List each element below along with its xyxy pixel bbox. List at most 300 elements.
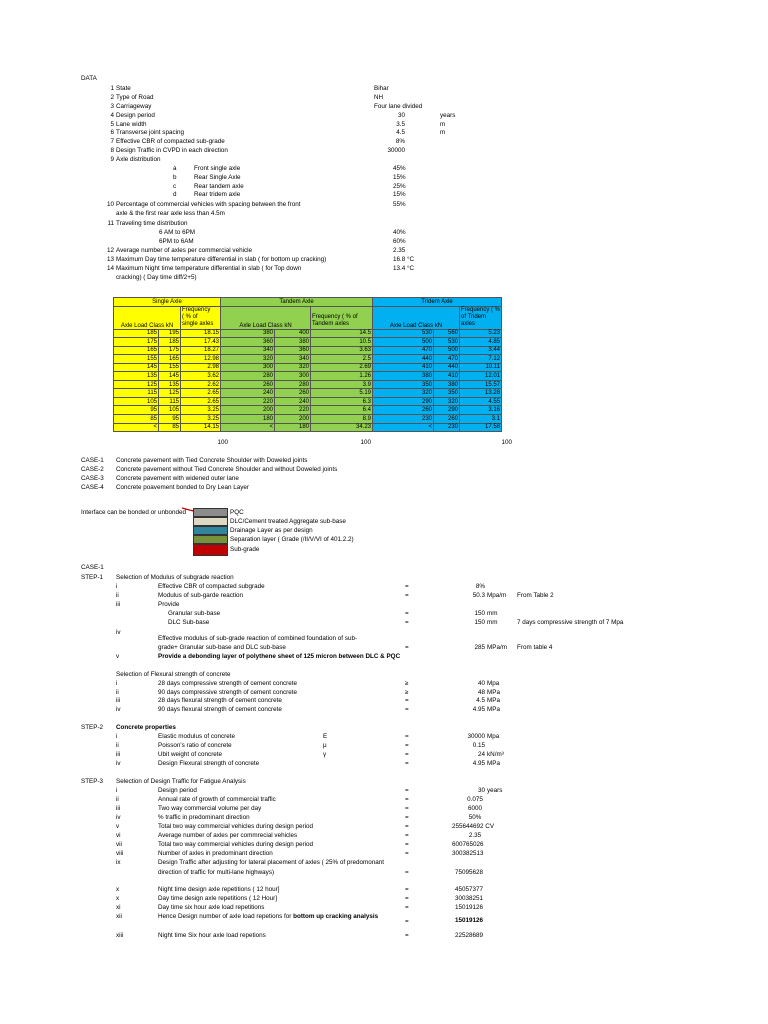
table-cell: 300 (275, 372, 311, 381)
axle-label: Front single axle (194, 165, 241, 172)
item-value: Bihar (374, 85, 389, 92)
item-value: 8% (395, 138, 405, 145)
item-number: 3 (110, 103, 114, 110)
item-label: Maximum Night time temperature differential in slab ( for Top down (116, 265, 302, 272)
table-cell: 195 (159, 329, 181, 338)
table-cell: 155 (114, 355, 159, 364)
design-repetitions-value: 15019126 (455, 917, 484, 924)
roman-index: iv (116, 706, 121, 713)
calc-value: 255644692 CV (452, 823, 495, 830)
layer-swatch-drainage (193, 526, 228, 535)
table-cell: 280 (221, 372, 275, 381)
axle-value: 25% (393, 183, 406, 190)
eq-sign: = (405, 932, 409, 939)
table-cell: 3.25 (181, 406, 221, 415)
roman-index: iv (116, 760, 121, 767)
tandem-total: 100 (360, 439, 371, 446)
item-value: 30000 (387, 147, 405, 154)
table-cell: 165 (159, 355, 181, 364)
calc-label: Effective CBR of compacted subgrade (158, 583, 265, 590)
calc-value: 300382513 (452, 850, 484, 857)
calc-note: 7 days compressive strength of 7 Mpa (517, 619, 624, 626)
table-cell: 125 (159, 389, 181, 398)
tridem-class-header: Axle Load Class kN (373, 306, 460, 329)
layer-swatch-separation (193, 535, 228, 544)
roman-index: vii (116, 841, 122, 848)
eq-sign: = (405, 583, 409, 590)
calc-label: DLC Sub-base (168, 619, 210, 626)
case-text: Concrete pavement with Tied Concrete Shoulder with Doweled joints (116, 457, 308, 464)
calc-note: From table 4 (517, 644, 553, 651)
calc-label: 90 days flexural strength of cement concrete (158, 706, 282, 713)
axle-label: Rear Single Axle (194, 174, 241, 181)
item-label-cont: cracking) ( Day time diff/2+5) (116, 274, 197, 281)
table-cell: 560 (434, 329, 460, 338)
calc-value: 0.15 (472, 742, 485, 749)
item-label: Transverse joint spacing (116, 129, 185, 136)
calc-value: 4.95 (472, 760, 485, 767)
symbol: μ (323, 742, 327, 749)
table-cell: 470 (434, 355, 460, 364)
table-cell: 400 (275, 329, 311, 338)
case-label: CASE-1 (81, 457, 104, 464)
table-cell: 2.5 (311, 355, 373, 364)
layer-label: DLC/Cement treated Aggregate sub-base (230, 518, 346, 525)
step-title: Selection of Design Traffic for Fatigue Analysis (116, 778, 246, 785)
calc-label: Poisson's ratio of concrete (158, 742, 232, 749)
table-cell: 115 (159, 397, 181, 406)
calc-value: 150 (474, 610, 485, 617)
roman-index: i (116, 583, 118, 590)
table-row (114, 397, 502, 406)
item-unit: m (440, 129, 446, 136)
table-cell: 1.26 (311, 372, 373, 381)
axle-label: Rear tandem axle (194, 183, 244, 190)
item-number: 11 (107, 220, 114, 227)
roman-index: iv (116, 629, 121, 636)
step-title: Selection of Modulus of subgrade reaction (116, 574, 234, 581)
roman-index: i (116, 733, 118, 740)
table-cell: 18.15 (181, 329, 221, 338)
item-value: 16.8 °C (393, 256, 415, 263)
step-title: Concrete properties (116, 724, 176, 731)
table-cell: 5.23 (460, 329, 502, 338)
roman-index: xi (116, 904, 121, 911)
table-cell: 220 (221, 397, 275, 406)
calc-value: 30038251 (455, 895, 484, 902)
calc-label: 28 days flexural strength of cement concrete (158, 697, 282, 704)
table-cell: 200 (275, 414, 311, 423)
item-label: Lane width (116, 121, 147, 128)
item-label: Maximum Day time temperature differential in slab ( for bottom up cracking) (116, 256, 327, 263)
axle-letter: a (173, 165, 177, 172)
calc-label: % traffic in predominant direction (158, 814, 250, 821)
item-value: 30 (397, 112, 405, 119)
table-cell: 8.9 (311, 414, 373, 423)
calc-unit: MPa (487, 697, 500, 704)
item-value: 55% (393, 201, 406, 208)
item-label: Percentage of commercial vehicles with spacing between the front (116, 201, 301, 208)
calc-value: 2.35 (468, 832, 482, 839)
calc-label: Average number of axles per commrecial vehicles (158, 832, 298, 839)
tandem-freq-header: Frequency ( % of Tandem axles (311, 306, 373, 329)
roman-index: v (116, 653, 120, 660)
roman-index: x (116, 895, 120, 902)
item-number: 12 (106, 247, 114, 254)
eq-sign: = (405, 886, 409, 893)
calc-value: 15019126 (455, 904, 484, 911)
eq-sign: = (405, 787, 409, 794)
table-cell: 380 (434, 380, 460, 389)
table-row (114, 389, 502, 398)
calc-label: 90 days compressive strength of cement concrete (158, 689, 297, 696)
roman-index: ii (116, 689, 119, 696)
table-cell: 175 (159, 346, 181, 355)
eq-sign: = (405, 610, 409, 617)
travel-time-value: 40% (393, 229, 406, 236)
axle-label: Rear tridem axle (194, 191, 241, 198)
table-cell: 135 (159, 380, 181, 389)
case-text: Concrete pavement with widened outer lane (116, 475, 239, 482)
calc-unit: Mpa (487, 680, 500, 687)
roman-index: viii (116, 850, 124, 857)
layer-swatch-subgrade (193, 544, 228, 556)
table-cell: 95 (159, 414, 181, 423)
case-text: Concrete poavement bonded to Dry Lean Layer (116, 484, 250, 491)
calc-label: Hence Design number of axle load repetions for bottom up cracking analysis (158, 913, 379, 920)
calc-value: 6000 (467, 805, 482, 812)
table-cell: 3.62 (181, 372, 221, 381)
roman-index: vi (116, 832, 121, 839)
table-cell: 230 (434, 423, 460, 432)
calc-value: 22528689 (455, 932, 484, 939)
table-cell: 290 (434, 406, 460, 415)
roman-index: iii (116, 751, 121, 758)
symbol: γ (323, 751, 327, 758)
calc-value: 75095628 (455, 869, 484, 876)
table-row (114, 338, 502, 347)
table-cell: 240 (275, 397, 311, 406)
calc-value: 4.5 (476, 697, 485, 704)
calc-unit: MPa (487, 706, 500, 713)
table-cell: 380 (373, 372, 434, 381)
table-cell: 12.01 (460, 372, 502, 381)
table-cell: < (221, 423, 275, 432)
item-label: Average number of axles per commercial vehicle (116, 247, 253, 254)
table-cell: 320 (434, 397, 460, 406)
item-label: State (116, 85, 131, 92)
item-label: Axle distribution (116, 156, 161, 163)
item-number: 9 (110, 156, 114, 163)
table-cell: 180 (275, 423, 311, 432)
eq-sign: = (405, 918, 409, 925)
table-row (114, 346, 502, 355)
table-cell: 105 (159, 406, 181, 415)
debonding-note: Provide a debonding layer of polythene sheet of 125 micron between DLC & PQC (158, 653, 401, 660)
calc-value: 8% (475, 583, 485, 590)
step-label: STEP-1 (81, 574, 104, 581)
calc-label: Design Traffic after adjusting for lateral placement of axles ( 25% of predomonant (158, 859, 384, 866)
table-cell: 85 (159, 423, 181, 432)
table-cell: 260 (221, 380, 275, 389)
travel-time-label: 6 AM to 6PM (159, 229, 196, 236)
table-cell: 320 (275, 363, 311, 372)
step-label: STEP-3 (81, 778, 104, 785)
table-row (114, 423, 502, 432)
calc-unit: MPa/m (487, 644, 507, 651)
calc-value: 285 (474, 644, 485, 651)
item-label: Traveling time distribution (116, 220, 188, 227)
eq-sign: ≥ (405, 689, 409, 696)
table-cell: 2.69 (311, 363, 373, 372)
calc-label-cont: grade+ Granular sub-base and DLC sub-base (158, 644, 286, 651)
case1-label: CASE-1 (81, 564, 104, 571)
table-group-header-row (114, 298, 502, 307)
tridem-freq-header: Frequency ( % of Tridem axles (461, 306, 501, 328)
table-cell: < (114, 423, 159, 432)
table-cell: 3.16 (460, 406, 502, 415)
table-cell: 500 (434, 346, 460, 355)
calc-label: Modulus of sub-garde reaction (158, 592, 244, 599)
case-label: CASE-4 (81, 484, 104, 491)
table-row (114, 406, 502, 415)
eq-sign: = (405, 619, 409, 626)
table-cell: 290 (373, 397, 434, 406)
case-label: CASE-2 (81, 466, 104, 473)
section-title: Selection of Flexural strength of concrete (116, 671, 231, 678)
calc-note: From Table 2 (517, 592, 554, 599)
calc-label: Design period (158, 787, 197, 794)
layer-swatch-dlc (193, 517, 228, 526)
table-cell: 180 (221, 414, 275, 423)
roman-index: iii (116, 601, 121, 608)
table-cell: 34.23 (311, 423, 373, 432)
table-cell: 350 (373, 380, 434, 389)
axle-load-table (113, 297, 502, 432)
table-cell: 4.55 (460, 397, 502, 406)
eq-sign: = (405, 832, 409, 839)
calc-label: Elastic modulus of concrete (158, 733, 235, 740)
table-cell: 340 (275, 355, 311, 364)
single-freq-header: Frequency ( % of single axles (181, 306, 221, 329)
eq-sign: = (405, 644, 409, 651)
table-cell: 10.5 (311, 338, 373, 347)
table-cell: 300 (221, 363, 275, 372)
calc-unit: Mpa (487, 733, 500, 740)
table-cell: 14.5 (311, 329, 373, 338)
table-cell: 350 (434, 389, 460, 398)
table-cell: < (373, 423, 434, 432)
table-cell: 6.4 (311, 406, 373, 415)
calc-value: 45057377 (455, 886, 484, 893)
table-cell: 410 (373, 363, 434, 372)
calc-value: 48 (477, 689, 485, 696)
item-label: Design period (116, 112, 155, 119)
roman-index: i (116, 680, 118, 687)
table-cell: 340 (221, 346, 275, 355)
calc-value: 30000 (467, 733, 485, 740)
item-number: 1 (110, 85, 114, 92)
item-label: Carriageway (116, 103, 152, 110)
table-cell: 240 (221, 389, 275, 398)
eq-sign: = (405, 850, 409, 857)
roman-index: iii (116, 805, 121, 812)
table-cell: 380 (275, 338, 311, 347)
table-cell: 155 (159, 363, 181, 372)
roman-index: ii (116, 592, 119, 599)
table-cell: 185 (114, 329, 159, 338)
calc-label: Granular sub-base (168, 610, 221, 617)
item-number: 13 (106, 256, 114, 263)
table-cell: 3.9 (311, 380, 373, 389)
roman-index: xiii (116, 932, 124, 939)
case-text: Concrete pavement without Tied Concrete Shoulder and without Doweled joints (116, 466, 338, 473)
axle-value: 15% (393, 191, 406, 198)
eq-sign: = (405, 814, 409, 821)
layer-label: PQC (230, 509, 244, 516)
table-cell: 530 (373, 329, 434, 338)
table-cell: 145 (159, 372, 181, 381)
table-cell: 2.65 (181, 389, 221, 398)
table-cell: 260 (434, 414, 460, 423)
table-cell: 230 (373, 414, 434, 423)
calc-unit: kN/m³ (487, 751, 504, 758)
calc-label: 28 days compressive strength of cement concrete (158, 680, 297, 687)
item-label: Design Traffic in CVPD in each direction (116, 147, 228, 154)
layer-label: Drainage Layer as per design (230, 527, 313, 534)
item-value: Four lane divided (374, 103, 423, 110)
roman-index: ii (116, 742, 119, 749)
table-cell: 220 (275, 406, 311, 415)
calc-value: 600765026 (452, 841, 484, 848)
calc-label: Day time six hour axle load repetitions (158, 904, 265, 911)
eq-sign: = (405, 895, 409, 902)
calc-label: Total two way commercial vehicles during design period (158, 823, 314, 830)
table-cell: 18.27 (181, 346, 221, 355)
calc-value: 50% (468, 814, 482, 821)
eq-sign: ≥ (405, 680, 409, 687)
table-cell: 185 (159, 338, 181, 347)
calc-value: 30 (477, 787, 485, 794)
table-cell: 3.44 (460, 346, 502, 355)
table-cell: 440 (434, 363, 460, 372)
roman-index: ii (116, 796, 119, 803)
eq-sign: = (405, 869, 409, 876)
calc-unit: years (487, 787, 503, 794)
tridem-axle-group-header: Tridem Axle (373, 298, 502, 307)
roman-index: i (116, 787, 118, 794)
table-cell: 85 (114, 414, 159, 423)
item-number: 6 (110, 129, 114, 136)
table-cell: 6.3 (311, 397, 373, 406)
item-value: 4.5 (396, 129, 405, 136)
item-value: NH (374, 94, 384, 101)
table-cell: 320 (221, 355, 275, 364)
calc-label: Night time Six hour axle load repetions (158, 932, 266, 939)
calc-value: 0.075 (467, 796, 483, 803)
table-cell: 12.98 (181, 355, 221, 364)
case-label: CASE-3 (81, 475, 104, 482)
roman-index: v (116, 823, 120, 830)
item-number: 7 (110, 138, 114, 145)
table-cell: 14.15 (181, 423, 221, 432)
single-axle-group-header: Single Axle (114, 298, 221, 307)
item-value: 2.35 (393, 247, 406, 254)
table-cell: 360 (275, 346, 311, 355)
table-cell: 440 (373, 355, 434, 364)
calc-unit: mm (487, 610, 498, 617)
table-cell: 17.58 (460, 423, 502, 432)
table-cell: 500 (373, 338, 434, 347)
calc-label: Number of axles in predominant direction (158, 850, 273, 857)
item-value: 13.4 °C (393, 265, 415, 272)
table-row (114, 414, 502, 423)
calc-label: Day time design axle repetitions ( 12 Hour] (158, 895, 277, 902)
calc-label-cont: direction of traffic for multi-lane highways) (158, 869, 275, 876)
table-cell: 125 (114, 380, 159, 389)
table-body (114, 329, 502, 432)
axle-letter: d (173, 191, 177, 198)
travel-time-value: 60% (393, 238, 406, 245)
tandem-axle-group-header: Tandem Axle (221, 298, 373, 307)
item-number: 4 (110, 112, 114, 119)
table-cell: 17.43 (181, 338, 221, 347)
layer-swatch-pqc (193, 508, 228, 517)
calc-label: Effective modulus of sub-grade reaction of combined foundation of sub- (158, 635, 358, 642)
item-unit: m (440, 121, 446, 128)
tridem-total: 100 (501, 439, 512, 446)
roman-index: ix (116, 859, 121, 866)
calc-value: 50.3 (472, 592, 485, 599)
table-cell: 2.62 (181, 380, 221, 389)
eq-sign: = (405, 805, 409, 812)
eq-sign: = (405, 592, 409, 599)
calc-value: 40 (477, 680, 485, 687)
item-label: Type of Road (116, 94, 154, 101)
calc-label: Night time design axle repetitions ( 12 hour] (158, 886, 280, 893)
eq-sign: = (405, 751, 409, 758)
table-row (114, 372, 502, 381)
single-class-header: Axle Load Class kN (114, 306, 181, 329)
table-cell: 3.25 (181, 414, 221, 423)
eq-sign: = (405, 760, 409, 767)
item-value: 3.5 (396, 121, 405, 128)
calc-unit: MPa (487, 689, 500, 696)
eq-sign: = (405, 904, 409, 911)
interface-note: Interface can be bonded or unbonded (81, 509, 187, 516)
table-cell: 5.19 (311, 389, 373, 398)
data-title: DATA (81, 75, 97, 82)
table-cell: 410 (434, 372, 460, 381)
travel-time-label: 6PM to 6AM (159, 238, 194, 245)
item-number: 14 (106, 265, 114, 272)
item-number: 8 (110, 147, 114, 154)
table-cell: 320 (373, 389, 434, 398)
table-cell: 200 (221, 406, 275, 415)
item-number: 2 (110, 94, 114, 101)
calc-label: Total two way commercial vehicles during design period (158, 841, 314, 848)
table-cell: 260 (275, 389, 311, 398)
table-cell: 260 (373, 406, 434, 415)
layer-label: Sub-grade (230, 546, 260, 553)
calc-label: Two way commercial volume per day (158, 805, 262, 812)
calc-unit: Mpa/m (487, 592, 507, 599)
table-cell: 10.11 (460, 363, 502, 372)
table-cell: 7.12 (460, 355, 502, 364)
table-cell: 135 (114, 372, 159, 381)
roman-index: xii (116, 913, 122, 920)
item-label-cont: axle & the first rear axle less than 4.5m (116, 210, 225, 217)
